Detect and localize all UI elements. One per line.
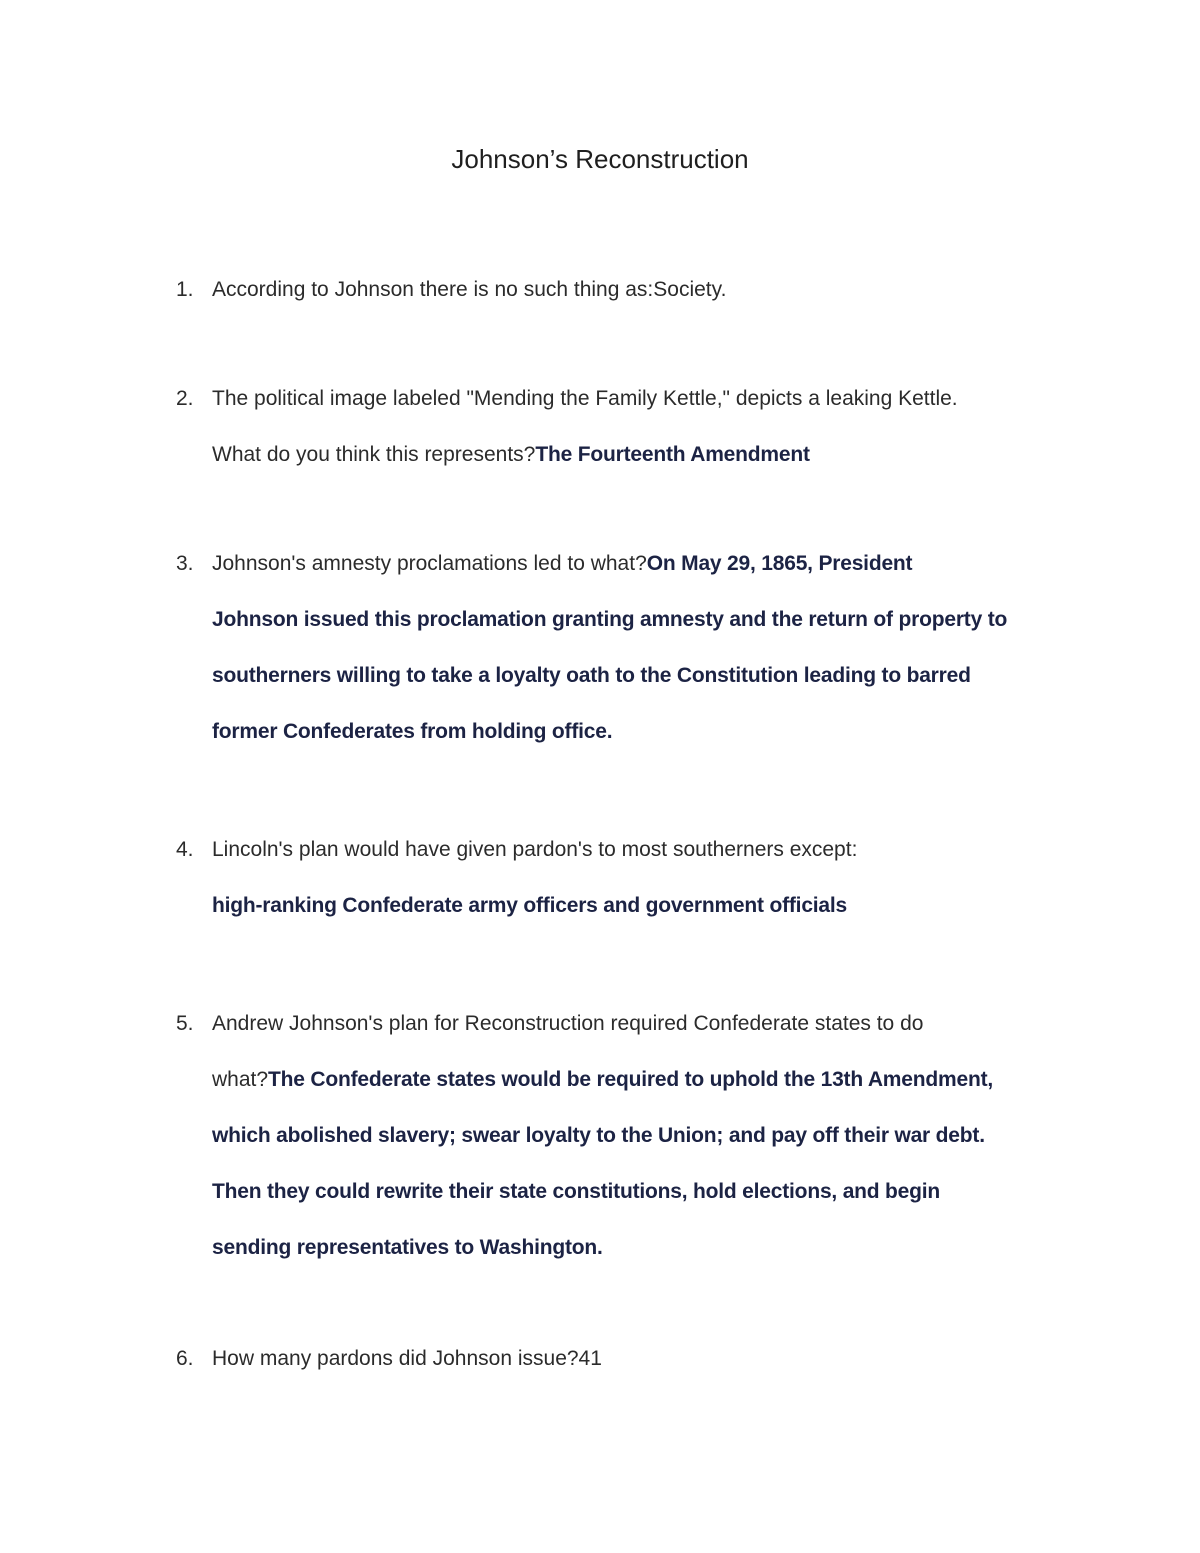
question-line	[212, 536, 1072, 592]
question-line	[212, 1108, 1072, 1164]
answer-text: The Fourteenth Amendment	[535, 443, 810, 466]
answer-text: high-ranking Confederate army officers and government officials	[212, 894, 848, 917]
question-body	[212, 262, 1072, 318]
question-text: Johnson's amnesty proclamations led to what?	[212, 552, 647, 575]
question-line	[212, 1331, 1072, 1387]
question-number: 5.	[176, 1012, 194, 1035]
question-line	[212, 262, 1072, 318]
question-line	[212, 996, 1072, 1052]
question-line	[212, 648, 1072, 704]
question-line	[212, 822, 1072, 878]
question-body	[212, 536, 1072, 760]
answer-text: Johnson issued this proclamation granting amnesty and the return of property to	[212, 608, 1008, 631]
question-line	[212, 427, 1072, 483]
question-line	[212, 1164, 1072, 1220]
answer-text: sending representatives to Washington.	[212, 1236, 603, 1259]
question-text: What do you think this represents?	[212, 443, 536, 466]
question-line	[212, 1052, 1072, 1108]
question-text: what?	[212, 1068, 269, 1091]
question-text: According to Johnson there is no such thing as:Society.	[212, 278, 727, 301]
answer-text: The Confederate states would be required to uphold the 13th Amendment,	[268, 1068, 994, 1091]
question-text: Andrew Johnson's plan for Reconstruction required Confederate states to do	[212, 1012, 924, 1035]
question-text: How many pardons did Johnson issue?41	[212, 1347, 602, 1370]
question-body	[212, 1331, 1072, 1387]
question-body	[212, 996, 1072, 1276]
question-text: The political image labeled "Mending the Family Kettle," depicts a leaking Kettle.	[212, 387, 958, 410]
question-line	[212, 592, 1072, 648]
question-text: Lincoln's plan would have given pardon's to most southerners except:	[212, 838, 858, 861]
question-body	[212, 371, 1072, 483]
question-line	[212, 1220, 1072, 1276]
question-line	[212, 371, 1072, 427]
answer-text: former Confederates from holding office.	[212, 720, 613, 743]
answer-text: On May 29, 1865, President	[646, 552, 913, 575]
question-number: 2.	[176, 387, 194, 410]
question-body	[212, 822, 1072, 934]
answer-text: southerners willing to take a loyalty oath to the Constitution leading to barred	[212, 664, 971, 687]
answer-text: Then they could rewrite their state constitutions, hold elections, and begin	[212, 1180, 941, 1203]
question-number: 1.	[176, 278, 194, 301]
question-number: 3.	[176, 552, 194, 575]
question-line	[212, 878, 1072, 934]
document-title: Johnson’s Reconstruction	[451, 144, 749, 174]
question-number: 4.	[176, 838, 194, 861]
answer-text: which abolished slavery; swear loyalty to the Union; and pay off their war debt.	[212, 1124, 985, 1147]
question-number: 6.	[176, 1347, 194, 1370]
question-line	[212, 704, 1072, 760]
